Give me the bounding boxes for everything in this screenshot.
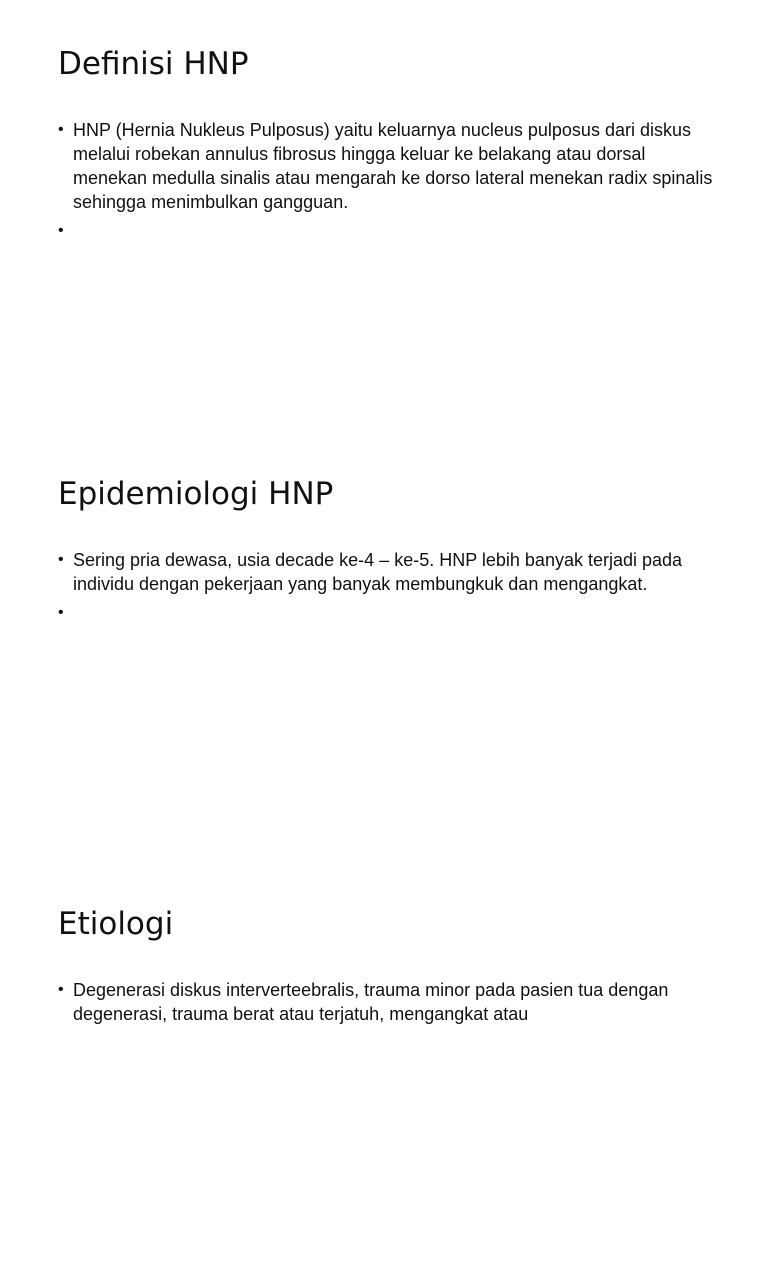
bullet-text: HNP (Hernia Nukleus Pulposus) yaitu keluarnya nucleus pulposus dari diskus melalui robekan annulus fibrosus hingga keluar ke belakang atau dorsal menekan medulla sinalis atau mengarah ke dorso lateral menekan radix spinalis sehingga menimbulkan gangguan.: [73, 120, 713, 212]
bullet-text: Sering pria dewasa, usia decade ke-4 – ke-5. HNP lebih banyak terjadi pada individu dengan pekerjaan yang banyak membungkuk dan mengangkat.: [73, 550, 683, 594]
bullet-dot-icon: •: [58, 121, 64, 138]
slide-title: Epidemiologi HNP: [58, 476, 334, 512]
bullet-list: [58, 548, 718, 630]
bullet-item-empty: [58, 601, 718, 625]
slide-definisi: [0, 0, 768, 420]
bullet-text: Degenerasi diskus interverteebralis, trauma minor pada pasien tua dengan degenerasi, trauma berat atau terjatuh, mengangkat atau: [73, 980, 669, 1024]
bullet-list: [58, 978, 718, 1031]
bullet-item: [58, 118, 718, 214]
bullet-list: [58, 118, 718, 248]
bullet-item: [58, 978, 718, 1026]
slide-title: Definisi HNP: [58, 46, 249, 82]
bullet-dot-icon: •: [58, 222, 64, 239]
bullet-dot-icon: •: [58, 551, 64, 568]
bullet-item-empty: [58, 219, 718, 243]
bullet-item: [58, 548, 718, 596]
slide-epidemiologi: [0, 430, 768, 850]
slide-title: Etiologi: [58, 906, 174, 942]
slide-etiologi: [0, 860, 768, 1280]
bullet-dot-icon: •: [58, 981, 64, 998]
bullet-dot-icon: •: [58, 604, 64, 621]
